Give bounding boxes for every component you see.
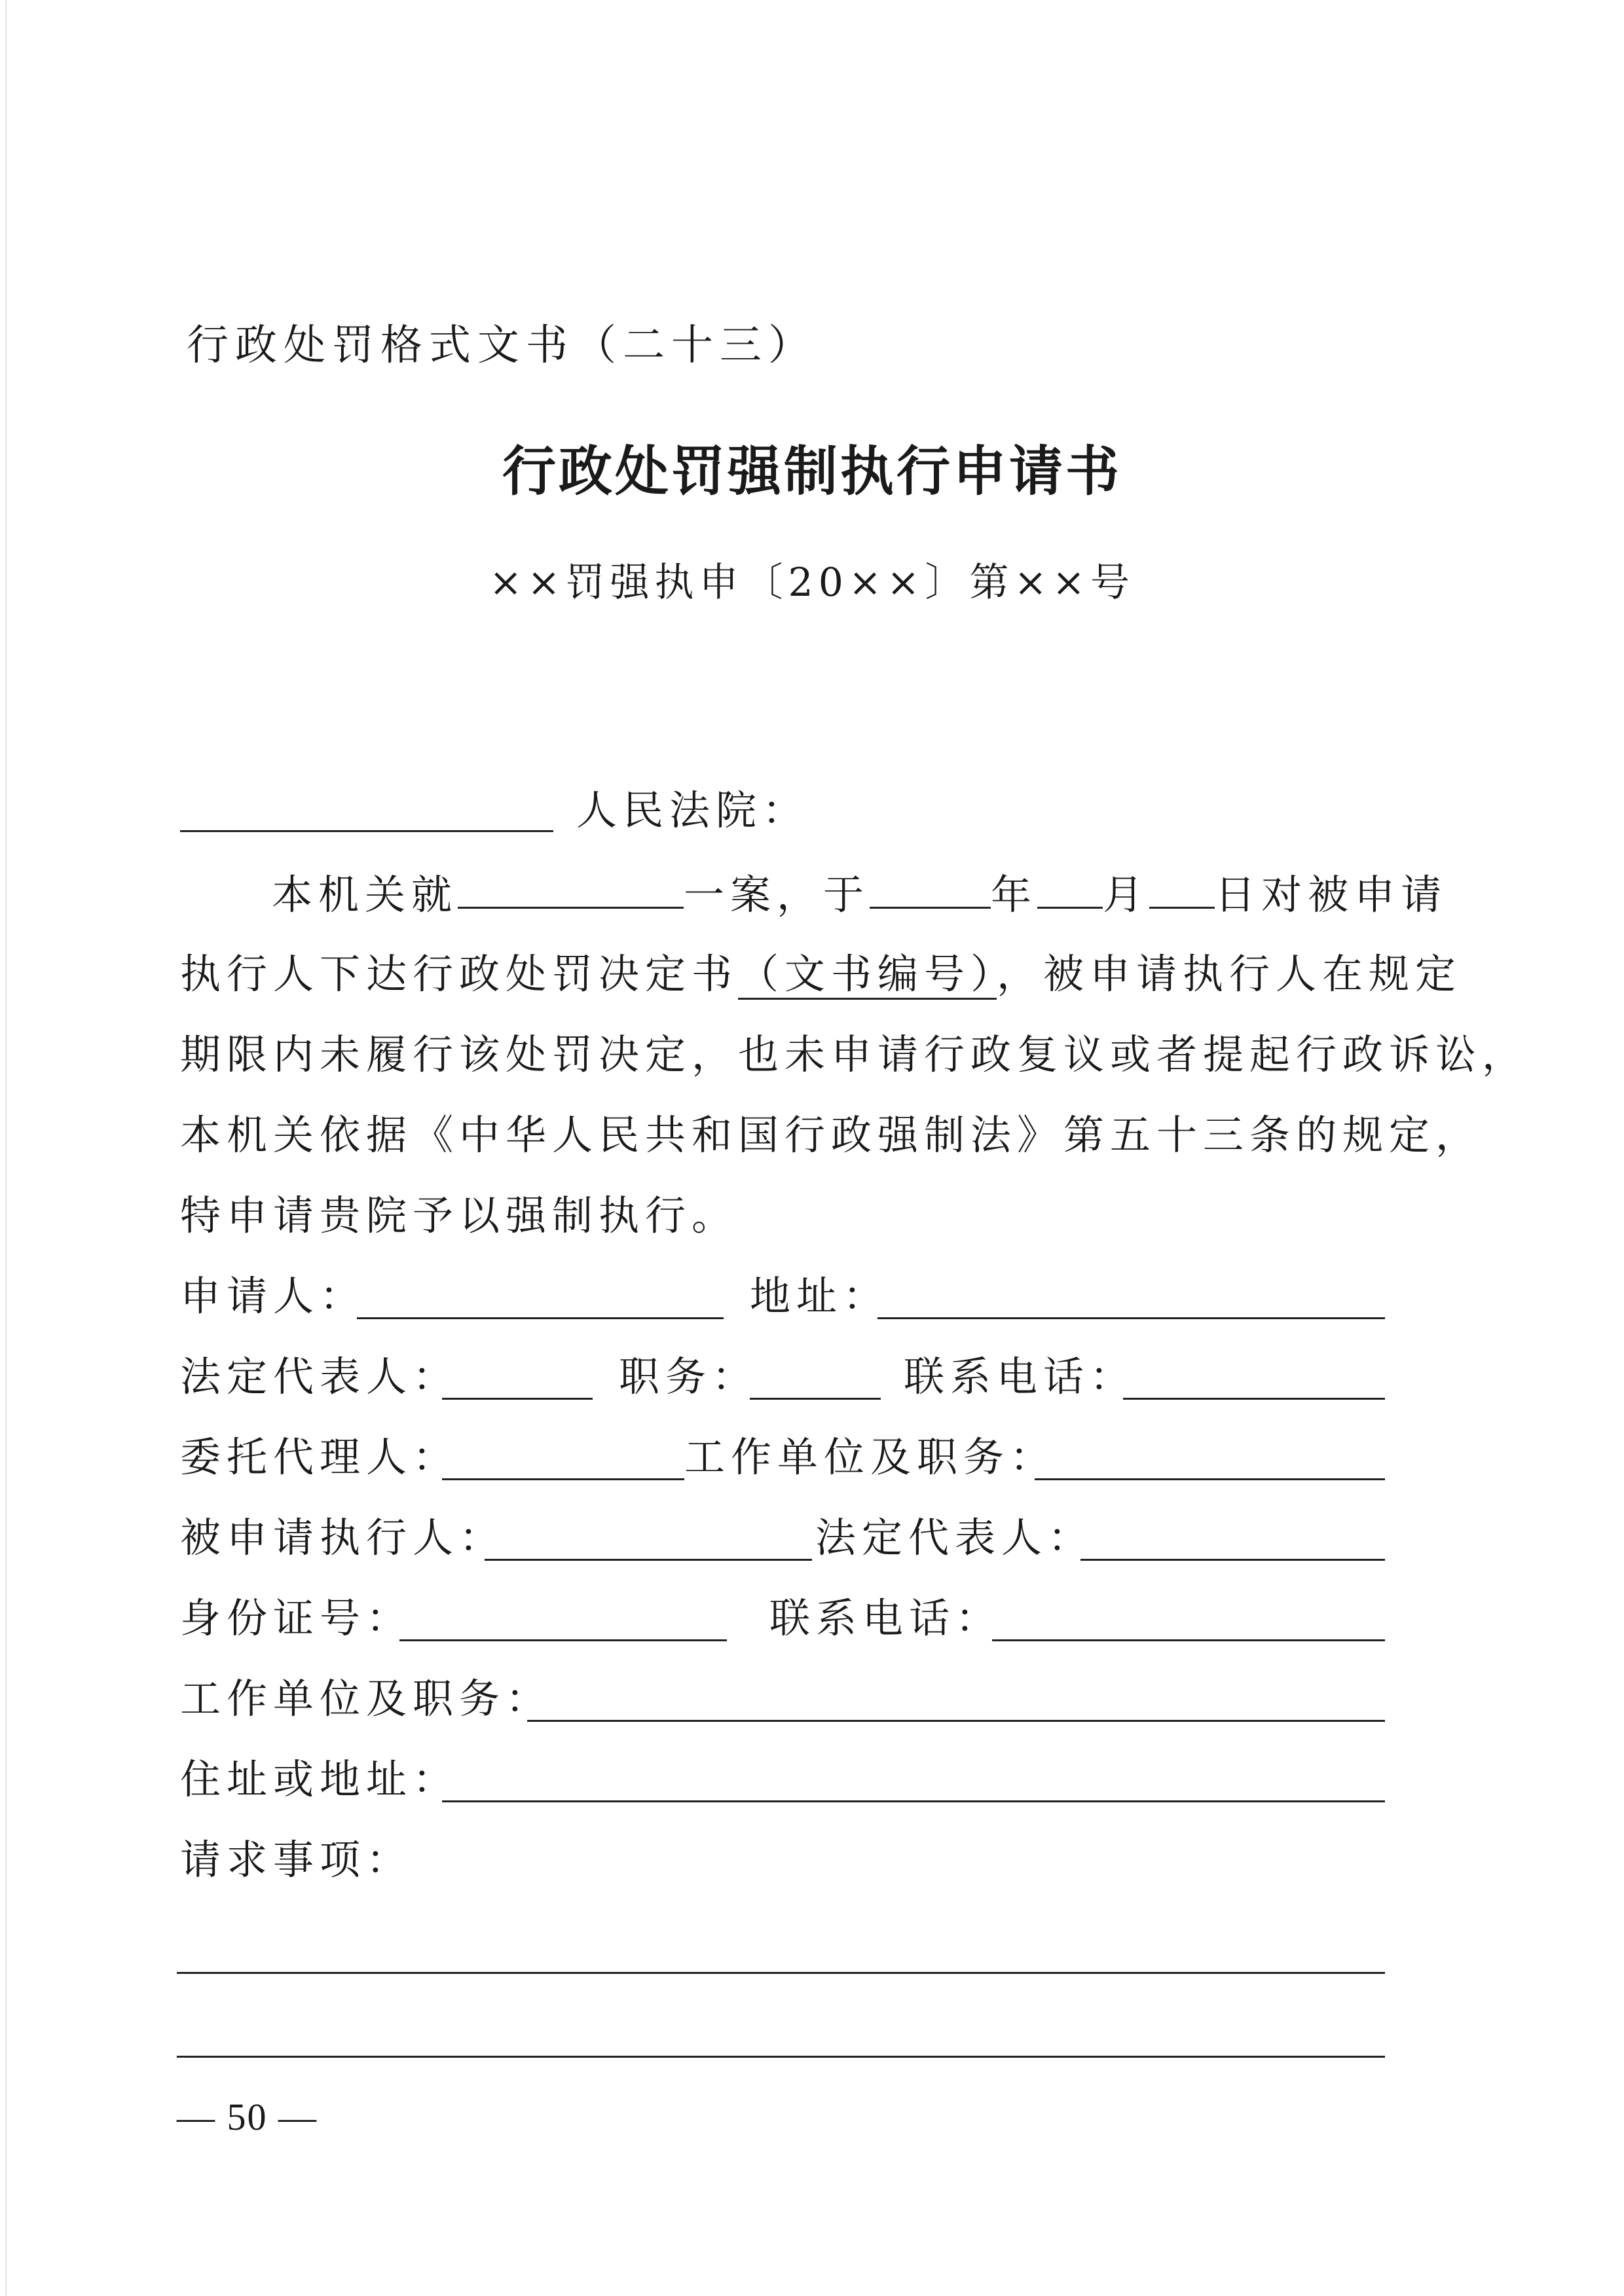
body-line-4: 本机关依据《中华人民共和国行政强制法》第五十三条的规定， <box>180 1111 1483 1159</box>
scan-edge <box>5 0 7 2296</box>
agent-work-label: 工作单位及职务： <box>684 1433 1057 1481</box>
body-line-1 <box>272 867 1447 921</box>
address-label: 地址： <box>750 1272 890 1320</box>
body-text: 月 <box>1103 871 1150 919</box>
id-number-label: 身份证号： <box>180 1594 413 1642</box>
legal-rep-label: 法定代表人： <box>180 1353 460 1400</box>
body-line-5: 特申请贵院予以强制执行。 <box>180 1192 739 1239</box>
request-label: 请求事项： <box>180 1836 413 1884</box>
agent-blank[interactable] <box>442 1478 684 1480</box>
day-blank[interactable] <box>1149 867 1215 909</box>
resp-phone-label: 联系电话： <box>769 1594 1003 1642</box>
position-label: 职务： <box>619 1353 759 1400</box>
request-blank-line-1[interactable] <box>177 1972 1385 1974</box>
case-name-blank[interactable] <box>458 867 684 909</box>
document-code[interactable]: （文书编号） <box>738 950 997 1000</box>
resp-work-blank[interactable] <box>527 1720 1385 1722</box>
address-blank[interactable] <box>877 1317 1385 1319</box>
body-text: 本机关就 <box>272 871 458 919</box>
applicant-label: 申请人： <box>180 1272 367 1320</box>
body-line-2 <box>180 948 1462 1000</box>
legal-rep-blank[interactable] <box>442 1398 593 1400</box>
document-number: ××罚强执申〔20××〕第××号 <box>489 560 1135 606</box>
phone-label: 联系电话： <box>904 1353 1137 1400</box>
residence-blank[interactable] <box>442 1800 1385 1802</box>
court-name-blank[interactable] <box>180 830 553 832</box>
document-title: 行政处罚强制执行申请书 <box>502 440 1122 503</box>
resp-legal-rep-label: 法定代表人： <box>815 1514 1095 1561</box>
agent-label: 委托代理人： <box>180 1433 460 1481</box>
year-blank[interactable] <box>870 867 991 909</box>
applicant-blank[interactable] <box>357 1317 724 1319</box>
body-text: 一案，于 <box>684 871 870 919</box>
page-number: — 50 — <box>177 2096 318 2138</box>
resp-work-label: 工作单位及职务： <box>180 1675 553 1722</box>
resp-legal-rep-blank[interactable] <box>1080 1559 1385 1561</box>
court-suffix: 人民法院： <box>576 786 809 834</box>
position-blank[interactable] <box>750 1398 881 1400</box>
residence-label: 住址或地址： <box>180 1755 460 1803</box>
body-text: 执行人下达行政处罚决定书 <box>180 950 739 998</box>
request-blank-line-2[interactable] <box>177 2056 1385 2058</box>
document-series-label: 行政处罚格式文书（二十三） <box>187 321 817 370</box>
respondent-label: 被申请执行人： <box>180 1514 506 1561</box>
body-text: 日对被申请 <box>1215 871 1448 919</box>
body-line-3: 期限内未履行该处罚决定，也未申请行政复议或者提起行政诉讼， <box>180 1030 1529 1078</box>
body-text: 年 <box>991 871 1038 919</box>
respondent-blank[interactable] <box>485 1559 812 1561</box>
month-blank[interactable] <box>1037 867 1103 909</box>
body-text: ，被申请执行人在规定 <box>997 950 1462 998</box>
phone-blank[interactable] <box>1123 1398 1385 1400</box>
id-number-blank[interactable] <box>399 1639 727 1641</box>
resp-phone-blank[interactable] <box>992 1639 1385 1641</box>
agent-work-blank[interactable] <box>1035 1478 1385 1480</box>
